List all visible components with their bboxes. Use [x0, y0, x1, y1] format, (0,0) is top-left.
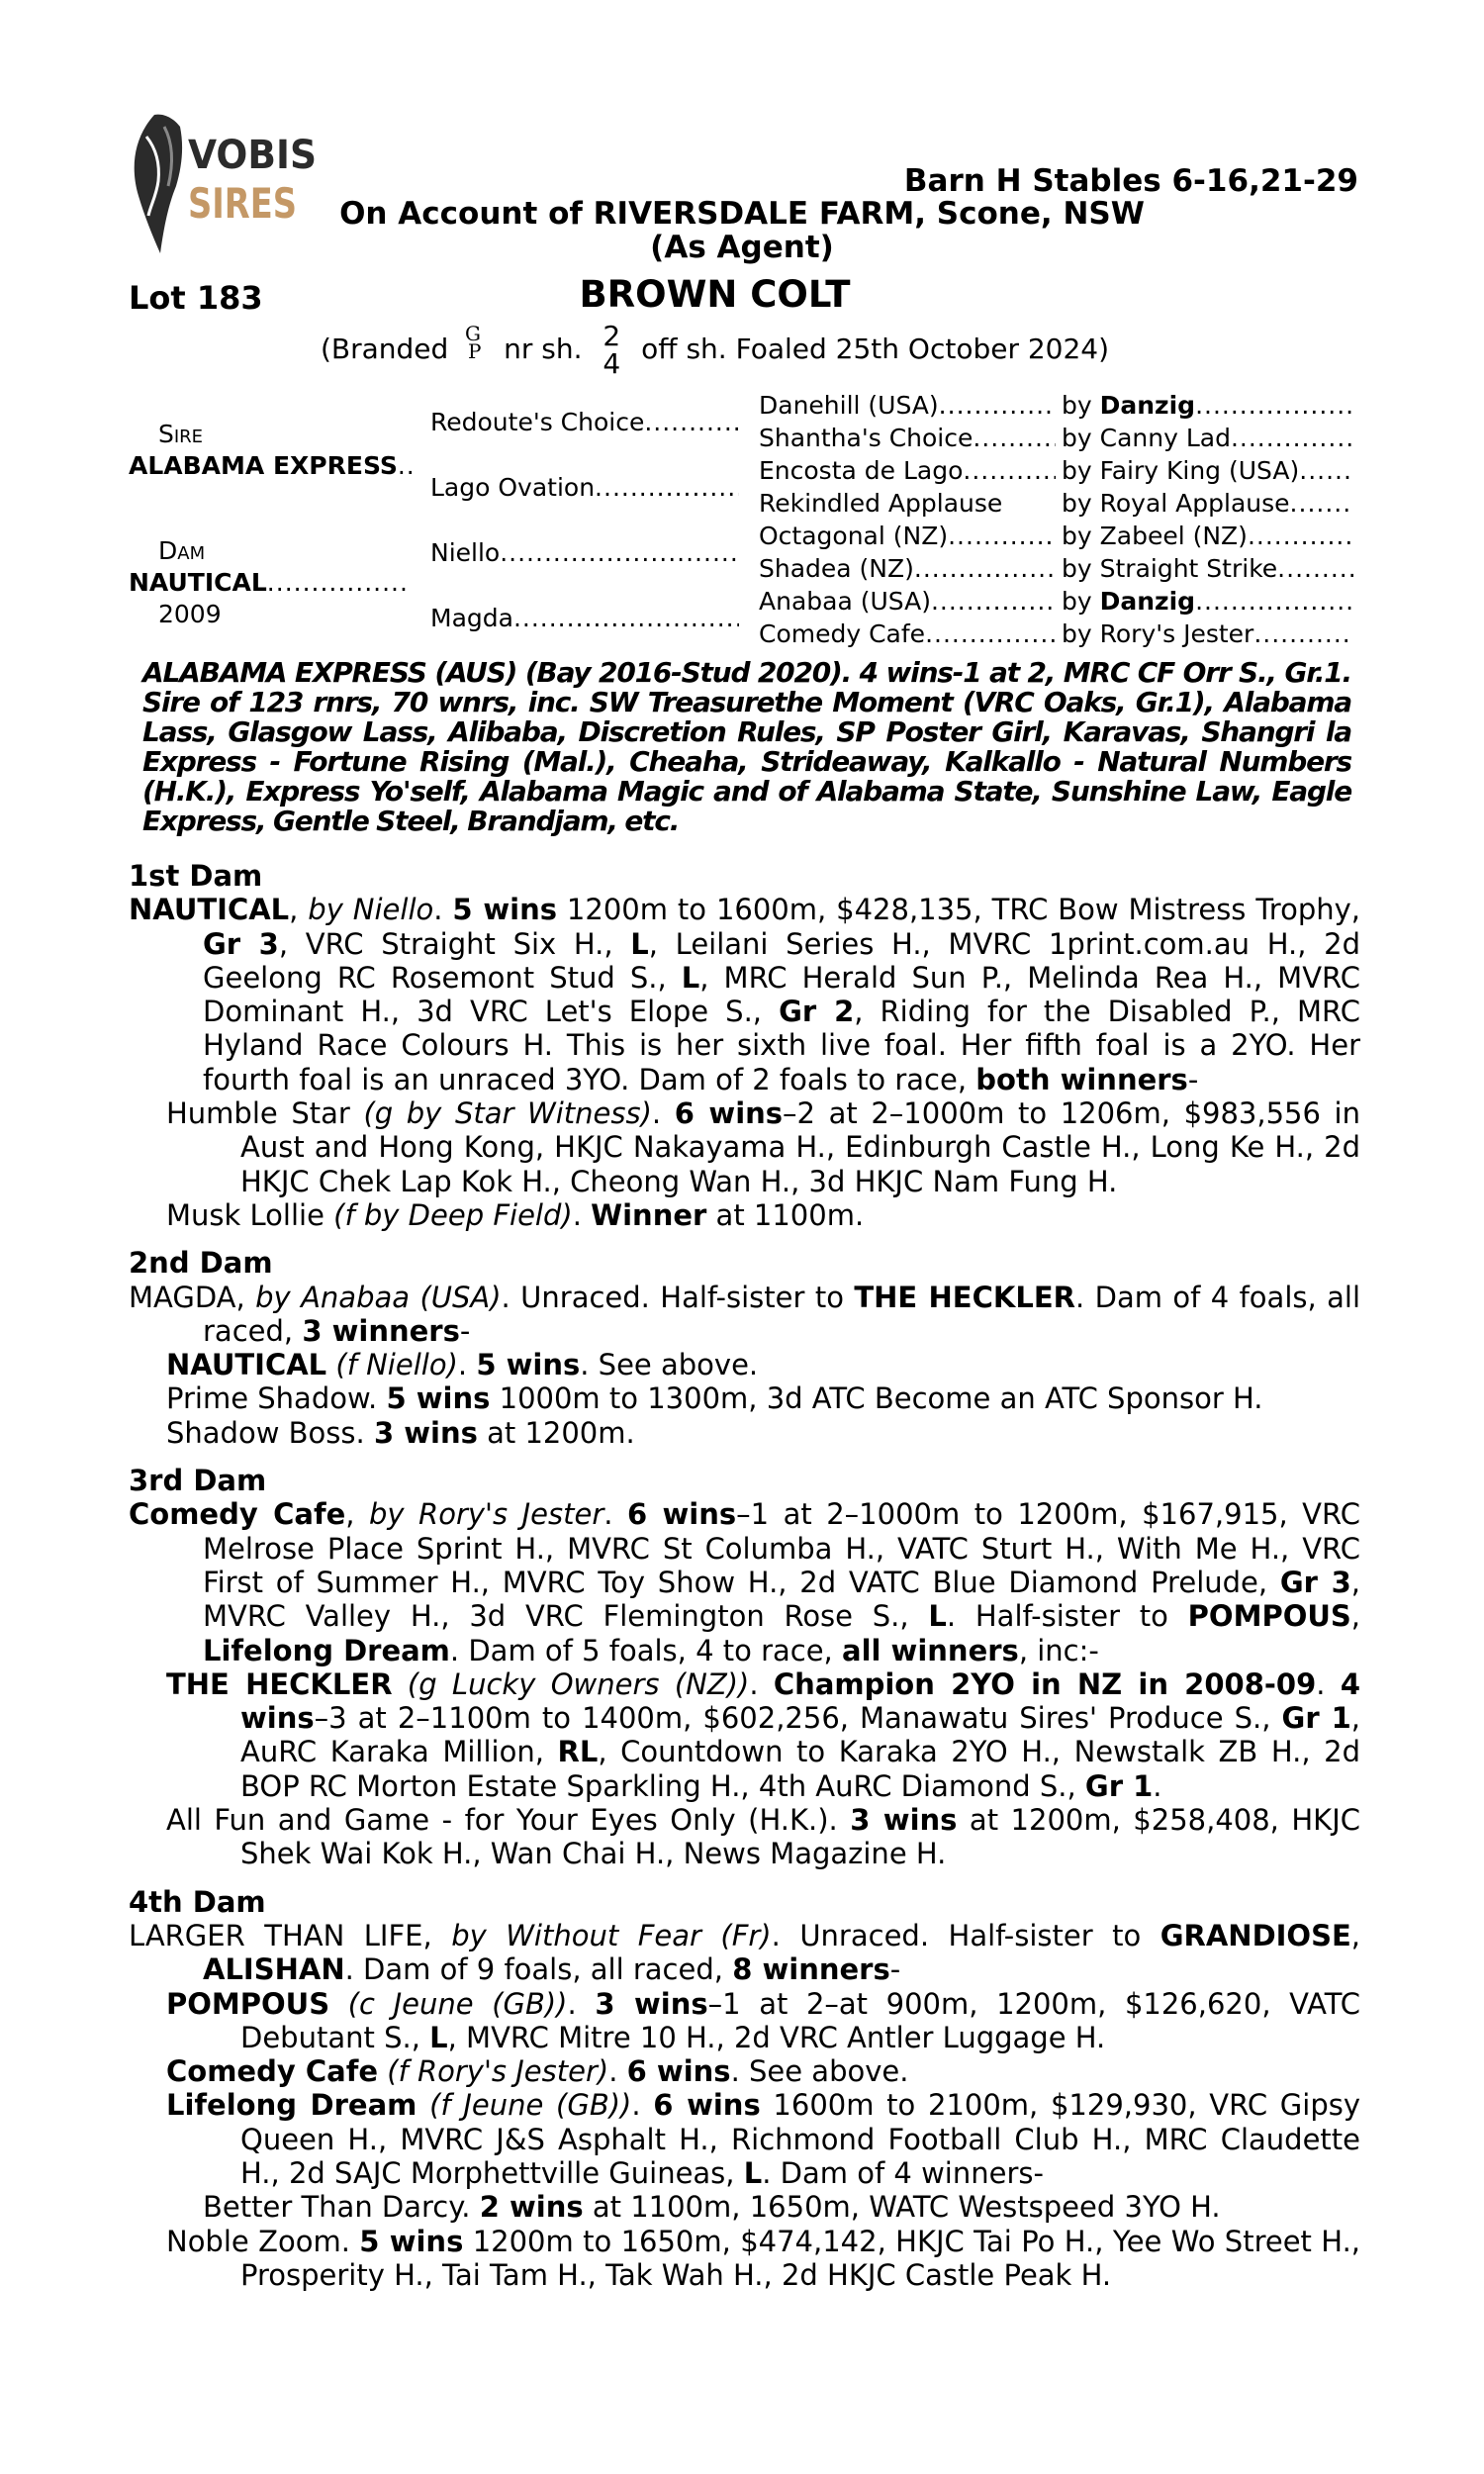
text-run: at 1100m. — [706, 1197, 865, 1232]
text-run: - — [889, 1952, 901, 1987]
text-run: by Without Fear (Fr) — [451, 1918, 772, 1952]
by-label: by — [1062, 489, 1092, 518]
by-label: by — [1062, 619, 1092, 648]
text-run: Winner — [591, 1197, 707, 1232]
text-run: . — [1316, 1666, 1341, 1701]
text-run: . — [603, 1497, 627, 1532]
text-run — [329, 1987, 348, 2021]
text-run: MAGDA, — [129, 1280, 256, 1314]
text-run: 1200m to 1650m, $474,142, HKJC Tai Po H., Yee Wo Street H., Prosperity H., Tai Tam H., Tak Wah H., 2d HKJC Castle Peak H. — [240, 2224, 1361, 2292]
pedigree-gen2-item — [430, 538, 739, 567]
pedigree-gen4-item — [1062, 554, 1353, 583]
text-run: THE HECKLER — [854, 1280, 1075, 1314]
dot-leader — [973, 424, 1056, 452]
pedigree-gen3-item — [759, 522, 1056, 550]
brand-and-foaling — [0, 320, 1430, 380]
dot-leader — [1195, 587, 1353, 616]
text-run: , MVRC Valley H., 3d VRC Flemington Rose S., — [203, 1565, 1360, 1634]
dot-leader — [1253, 619, 1353, 648]
lot-title: BROWN COLT — [579, 273, 851, 316]
text-run: , — [1350, 1599, 1360, 1634]
sire-summary: ALABAMA EXPRESS (AUS) (Bay 2016-Stud 2020). 4 wins-1 at 2, MRC CF Orr S., Gr.1. Sire of 123 rnrs, 70 wnrs, inc. SW Treasurethe Moment (VRC Oaks, Gr.1), Alabama Lass, Glasgow Lass, Alibaba, Discretion Rules, SP Poster Girl, Karavas, Shangri la Express - Fortune Rising (Mal.), Cheaha, Strideaway, Kalkallo - Natural Numbers (H.K.), Express Yo'self, Alabama Magic and of Alabama State, Sunshine Law, Eagle Express, Gentle Steel, Brandjam, etc. — [142, 656, 1351, 837]
text-run: . — [631, 2088, 654, 2123]
section-heading: 1st Dam — [129, 859, 263, 893]
vendor-account: On Account of RIVERSDALE FARM, Scone, NSW — [339, 196, 1145, 232]
dot-leader — [1290, 489, 1353, 518]
text-run: . — [567, 1986, 596, 2021]
text-run: POMPOUS — [1187, 1599, 1351, 1634]
text-run: L — [743, 2155, 763, 2190]
dot-leader — [963, 456, 1056, 485]
pedigree-gen4-item — [1062, 456, 1353, 485]
dot-leader — [595, 473, 739, 502]
text-run: at 1200m. — [477, 1415, 635, 1450]
text-run — [417, 2088, 429, 2122]
by-label: by — [1062, 391, 1092, 420]
text-run: 6 wins — [674, 1096, 784, 1131]
dot-leader — [948, 522, 1056, 550]
sire-name: ALABAMA EXPRESS ..... — [129, 451, 408, 480]
text-run: . Dam of 4 winners- — [762, 2155, 1044, 2190]
lot-number: Lot 183 — [129, 279, 263, 317]
text-run: . — [608, 2054, 627, 2089]
text-run — [326, 1348, 335, 1381]
dam-section — [129, 859, 1360, 1232]
text-run: . — [433, 893, 453, 927]
dam-entry — [129, 1919, 1360, 1987]
dam-entry — [129, 1497, 1360, 1666]
pedigree-gen4-item — [1062, 489, 1353, 518]
text-run: ALISHAN — [203, 1952, 345, 1987]
pedigree-gen4-item — [1062, 522, 1353, 550]
brand-mark-icon — [463, 323, 489, 362]
text-run: (c Jeune (GB)) — [347, 1986, 568, 2021]
pedigree-gen2-item — [430, 604, 739, 632]
text-run: 1200m to 1600m, $428,135, TRC Bow Mistress Trophy, — [557, 893, 1360, 927]
text-run: Champion 2YO in NZ in 2008-09 — [773, 1666, 1317, 1701]
pedigree-gen3-item — [759, 554, 1056, 583]
text-run: L — [429, 2020, 448, 2054]
text-run: 3 wins — [850, 1803, 958, 1838]
dam-entry — [129, 893, 1360, 1096]
pedigree-gen4-item — [1062, 424, 1353, 452]
dot-leader — [513, 604, 739, 632]
text-run: Lifelong Dream — [166, 2088, 417, 2123]
pedigree-gen4-item — [1062, 391, 1353, 420]
text-run: 3 winners — [302, 1313, 460, 1348]
text-run: Musk Lollie — [166, 1197, 334, 1232]
text-run: . — [572, 1197, 592, 1232]
progeny-entry — [129, 1096, 1360, 1198]
text-run: –3 at 2–1100m to 1400m, $602,256, Manawatu Sires' Produce S., — [314, 1701, 1282, 1736]
text-run: 6 wins — [626, 2054, 731, 2089]
text-run: Lifelong Dream — [203, 1633, 450, 1667]
text-run: (f Niello) — [335, 1348, 458, 1382]
horse-name: Shadea (NZ) — [759, 554, 914, 583]
progeny-entry — [129, 1348, 1360, 1381]
horse-name: Lago Ovation — [430, 472, 596, 502]
dot-leader — [1277, 554, 1353, 583]
text-run: . Dam of 9 foals, all raced, — [344, 1952, 733, 1987]
text-run: (f by Deep Field) — [333, 1197, 573, 1232]
branded-pre: (Branded — [320, 333, 449, 365]
dam-section — [129, 1246, 1360, 1450]
female-family — [129, 859, 1360, 2292]
text-run: Shadow Boss. — [166, 1415, 374, 1450]
text-run: Gr 1 — [1084, 1768, 1154, 1803]
sire-label: Sire — [158, 420, 204, 448]
horse-name: Octagonal (NZ) — [759, 522, 949, 550]
text-run: Gr 3 — [203, 926, 279, 961]
svg-text:G: G — [465, 323, 482, 345]
progeny-entry — [129, 2054, 1360, 2088]
text-run: 1000m to 1300m, 3d ATC Become an ATC Sponsor H. — [490, 1381, 1263, 1416]
text-run: 2 wins — [479, 2190, 584, 2225]
text-run: Gr 2 — [779, 995, 855, 1029]
text-run: RL — [557, 1735, 599, 1769]
brand-fraction — [603, 320, 621, 380]
text-run: (g by Star Witness) — [363, 1096, 652, 1131]
section-heading: 4th Dam — [129, 1884, 266, 1919]
text-run: (g Lucky Owners (NZ)) — [407, 1666, 750, 1701]
section-heading: 3rd Dam — [129, 1464, 267, 1498]
text-run: . — [651, 1096, 675, 1131]
horse-name: Anabaa (USA) — [759, 587, 931, 616]
text-run: , — [1350, 1918, 1360, 1952]
text-run: (f Rory's Jester) — [387, 2054, 609, 2089]
horse-name: Danzig — [1099, 587, 1196, 616]
dot-leader — [500, 538, 739, 567]
text-run: Better Than Darcy. — [203, 2190, 480, 2225]
pedigree-gen4-item — [1062, 587, 1353, 616]
pedigree-gen2-item — [430, 473, 739, 502]
text-run: . — [749, 1666, 774, 1701]
text-run: Comedy Cafe — [166, 2054, 378, 2089]
by-label: by — [1062, 554, 1092, 583]
dam-entry — [129, 1281, 1360, 1349]
by-label: by — [1062, 424, 1092, 452]
pedigree-gen3-item — [759, 619, 1056, 648]
text-run: 3 wins — [595, 1986, 708, 2021]
text-run: , inc:- — [1018, 1633, 1099, 1667]
text-run: NAUTICAL — [166, 1348, 327, 1382]
progeny-entry — [129, 2190, 1360, 2224]
dot-leader — [925, 619, 1056, 648]
dot-leader — [939, 391, 1056, 420]
text-run — [393, 1667, 408, 1701]
text-run: 5 wins — [359, 2224, 464, 2258]
dot-leader — [1231, 424, 1353, 452]
text-run: both winners — [975, 1062, 1188, 1096]
horse-name: Danzig — [1099, 391, 1196, 420]
text-run: L — [928, 1599, 947, 1634]
svg-text:P: P — [468, 339, 482, 362]
text-run: Gr 3 — [1279, 1565, 1351, 1599]
dot-leader — [931, 587, 1056, 616]
text-run: Gr 1 — [1281, 1701, 1351, 1736]
branded-post: off sh. Foaled 25th October 2024) — [641, 333, 1110, 365]
text-run: , — [289, 893, 309, 927]
pedigree-gen3-item — [759, 391, 1056, 420]
horse-name: Redoute's Choice — [430, 407, 645, 436]
progeny-entry — [129, 2225, 1360, 2293]
text-run: , — [345, 1497, 369, 1532]
text-run: all winners — [842, 1633, 1019, 1667]
dot-leader — [644, 408, 739, 436]
dot-leader — [1299, 456, 1353, 485]
text-run: 6 wins — [653, 2088, 761, 2123]
horse-name: Magda — [430, 603, 513, 632]
text-run: , AuRC Karaka Million, — [240, 1701, 1360, 1769]
svg-text:VOBIS: VOBIS — [188, 133, 317, 178]
horse-name: Zabeel (NZ) — [1099, 522, 1248, 550]
fraction-bottom: 4 — [603, 347, 621, 380]
progeny-entry — [129, 2088, 1360, 2190]
text-run: All Fun and Game - for Your Eyes Only (H.K.). — [166, 1803, 851, 1838]
text-run: THE HECKLER — [166, 1666, 393, 1701]
text-run: Noble Zoom. — [166, 2224, 360, 2258]
text-run: , VRC Straight Six H., — [278, 926, 631, 961]
text-run — [378, 2054, 387, 2088]
text-run: (f Jeune (GB)) — [429, 2088, 632, 2123]
horse-name: Shantha's Choice — [759, 424, 974, 452]
text-run: at 1100m, 1650m, WATC Westspeed 3YO H. — [583, 2190, 1221, 2225]
horse-name: Danehill (USA) — [759, 391, 939, 420]
text-run: - — [1187, 1062, 1199, 1096]
section-heading: 2nd Dam — [129, 1246, 273, 1281]
barn-stables: Barn H Stables 6-16,21-29 — [903, 163, 1358, 199]
text-run: . — [1153, 1768, 1162, 1803]
text-run: at 1200m, $258,408, HKJC Shek Wai Kok H., Wan Chai H., News Magazine H. — [240, 1803, 1360, 1871]
text-run: 5 wins — [452, 893, 558, 927]
text-run: –2 at 2–1000m to 1206m, $983,556 in Aust and Hong Kong, HKJC Nakayama H., Edinburgh Castle H., Long Ke H., 2d HKJC Chek Lap Kok H., Cheong Wan H., 3d HKJC Nam Fung H. — [240, 1096, 1360, 1198]
dot-leader — [1248, 522, 1353, 550]
horse-name: Rekindled Applause — [759, 489, 1003, 518]
text-run: , Riding for the Disabled P., MRC Hyland Race Colours H. This is her sixth live foal. Her fifth foal is a 2YO. Her fourth foal is an unraced 3YO. Dam of 2 foals to race, — [203, 995, 1360, 1096]
progeny-entry — [129, 1987, 1360, 2055]
horse-name: Canny Lad — [1099, 424, 1231, 452]
text-run: by Rory's Jester — [368, 1497, 604, 1532]
text-run: 4 wins — [240, 1666, 1361, 1736]
text-run: Comedy Cafe — [129, 1497, 346, 1532]
text-run: LARGER THAN LIFE, — [129, 1918, 452, 1952]
pedigree-gen3-item — [759, 489, 1056, 518]
text-run: . — [457, 1348, 477, 1382]
horse-name: Encosta de Lago — [759, 456, 964, 485]
text-run: - — [459, 1313, 471, 1348]
text-run: by Niello — [308, 893, 434, 927]
text-run: Prime Shadow. — [166, 1381, 387, 1416]
text-run: GRANDIOSE — [1159, 1918, 1351, 1952]
pedigree-gen3-item — [759, 424, 1056, 452]
horse-name: Royal Applause — [1099, 489, 1290, 518]
horse-name: Straight Strike — [1099, 554, 1278, 583]
text-run: –1 at 2–at 900m, 1200m, $126,620, VATC Debutant S., — [240, 1986, 1360, 2054]
pedigree-gen2-item — [430, 408, 739, 436]
dot-leader — [1195, 391, 1353, 420]
text-run: 1600m to 2100m, $129,930, VRC Gipsy Queen H., MVRC J&S Asphalt H., Richmond Football Club H., MRC Claudette H., 2d SAJC Morphettville Guineas, — [240, 2088, 1360, 2190]
dam-name: NAUTICAL ..... — [129, 568, 408, 597]
dam-section — [129, 1464, 1360, 1871]
dam-label: Dam — [158, 536, 206, 565]
dot-leader — [914, 554, 1056, 583]
text-run: . Unraced. Half-sister to — [501, 1280, 855, 1314]
progeny-entry — [129, 1667, 1360, 1803]
svg-text:SIRES: SIRES — [188, 179, 297, 228]
horse-name: Niello — [430, 537, 501, 567]
by-label: by — [1062, 587, 1092, 616]
by-label: by — [1062, 456, 1092, 485]
text-run: . Unraced. Half-sister to — [771, 1918, 1160, 1952]
dam-year: 2009 — [158, 600, 222, 628]
text-run: L — [681, 960, 700, 995]
branded-mid: nr sh. — [504, 333, 583, 365]
text-run: 3 wins — [373, 1415, 478, 1450]
horse-name: Comedy Cafe — [759, 619, 926, 648]
text-run: –1 at 2–1000m to 1200m, $167,915, VRC Melrose Place Sprint H., MVRC St Columba H., VATC Sturt H., With Me H., VRC First of Summer H., MVRC Toy Show H., 2d VATC Blue Diamond Prelude, — [203, 1497, 1360, 1599]
pedigree-gen3-item — [759, 587, 1056, 616]
progeny-entry — [129, 1416, 1360, 1450]
text-run: Humble Star — [166, 1096, 364, 1131]
text-run: . See above. — [580, 1348, 759, 1382]
progeny-entry — [129, 1803, 1360, 1871]
text-run: NAUTICAL — [129, 893, 290, 927]
dam-section — [129, 1885, 1360, 2293]
horse-name: Fairy King (USA) — [1099, 456, 1300, 485]
text-run: 5 wins — [386, 1381, 491, 1416]
text-run: POMPOUS — [166, 1986, 330, 2021]
text-run: L — [630, 926, 649, 961]
pedigree-gen3-item — [759, 456, 1056, 485]
progeny-entry — [129, 1381, 1360, 1415]
text-run: 6 wins — [626, 1497, 737, 1532]
by-label: by — [1062, 522, 1092, 550]
text-run: , MVRC Mitre 10 H., 2d VRC Antler Luggage H. — [447, 2020, 1106, 2054]
text-run: by Anabaa (USA) — [255, 1280, 502, 1314]
text-run: . Half-sister to — [946, 1599, 1188, 1634]
text-run: 8 winners — [732, 1952, 890, 1987]
text-run: 5 wins — [476, 1348, 581, 1382]
fraction-top: 2 — [603, 320, 621, 352]
text-run: . See above. — [730, 2054, 909, 2089]
text-run: , MRC Herald Sun P., Melinda Rea H., MVRC Dominant H., 3d VRC Let's Elope S., — [203, 960, 1360, 1029]
text-run: . Dam of 4 foals, all raced, — [203, 1280, 1360, 1348]
text-run: , Leilani Series H., MVRC 1print.com.au H., 2d Geelong RC Rosemont Stud S., — [203, 926, 1360, 995]
progeny-entry — [129, 1198, 1360, 1232]
pedigree-gen4-item — [1062, 619, 1353, 648]
horse-name: Rory's Jester — [1099, 619, 1254, 648]
vendor-agent: (As Agent) — [650, 230, 834, 265]
text-run: , Countdown to Karaka 2YO H., Newstalk ZB H., 2d BOP RC Morton Estate Sparkling H., 4th AuRC Diamond S., — [240, 1735, 1360, 1803]
text-run: . Dam of 5 foals, 4 to race, — [449, 1633, 842, 1667]
